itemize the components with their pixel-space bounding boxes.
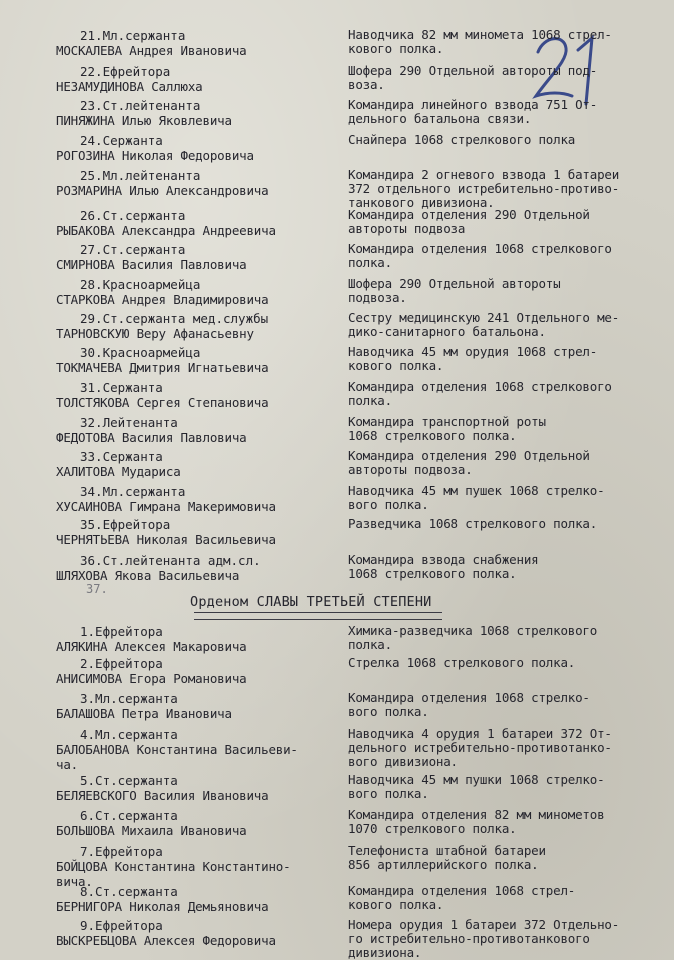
recipient-rank: 24.Сержанта: [80, 133, 163, 148]
recipient-block: [56, 773, 346, 803]
recipient-block: [56, 624, 346, 654]
recipient-rank: 23.Ст.лейтенанта: [80, 98, 201, 113]
recipient-name: ТОКМАЧЕВА Дмитрия Игнатьевича: [56, 360, 269, 375]
recipient-name: СТАРКОВА Андрея Владимировича: [56, 292, 269, 307]
recipient-rank: 25.Мл.лейтенанта: [80, 168, 201, 183]
recipient-rank: 26.Ст.сержанта: [80, 208, 186, 223]
recipient-block: [56, 64, 346, 94]
recipient-name: ТАРНОВСКУЮ Веру Афанасьевну: [56, 326, 254, 341]
recipient-name: БАЛАШОВА Петра Ивановича: [56, 706, 232, 721]
recipient-name: ШЛЯХОВА Якова Васильевича: [56, 568, 240, 583]
recipient-name: ХАЛИТОВА Мудариса: [56, 464, 181, 479]
recipient-name: НЕЗАМУДИНОВА Саллюха: [56, 79, 203, 94]
recipient-block: [56, 311, 346, 341]
recipient-position: Стрелка 1068 стрелкового полка.: [348, 655, 576, 670]
recipient-block: [56, 808, 346, 838]
recipient-position: Командира отделения 1068 стрелко- вого полка.: [348, 690, 590, 719]
entry-number-mark: 37.: [86, 582, 108, 596]
recipient-rank: 29.Ст.сержанта мед.службы: [80, 311, 269, 326]
recipient-name: ФЕДОТОВА Василия Павловича: [56, 430, 247, 445]
section-heading: Орденом СЛАВЫ ТРЕТЬЕЙ СТЕПЕНИ: [190, 594, 432, 610]
recipient-block: [56, 345, 346, 375]
recipient-block: [56, 380, 346, 410]
recipient-name: РЫБАКОВА Александра Андреевича: [56, 223, 276, 238]
recipient-block: [56, 208, 346, 238]
recipient-rank: 27.Ст.сержанта: [80, 242, 186, 257]
recipient-position: Командира отделения 290 Отдельной автороты подвоза: [348, 207, 590, 236]
recipient-block: [56, 277, 346, 307]
recipient-name: АНИСИМОВА Егора Романовича: [56, 671, 247, 686]
recipient-block: [56, 98, 346, 128]
recipient-position: Наводчика 4 орудия 1 батареи 372 От- дельного истребительно-противотанко- вого дивизиона.: [348, 726, 612, 769]
recipient-rank: 31.Сержанта: [80, 380, 163, 395]
recipient-block: [56, 884, 346, 914]
recipient-position: Разведчика 1068 стрелкового полка.: [348, 516, 598, 531]
recipient-position: Командира отделения 1068 стрел- кового полка.: [348, 883, 576, 912]
recipient-position: Командира отделения 290 Отдельной автороты подвоза.: [348, 448, 590, 477]
recipient-rank: 21.Мл.сержанта: [80, 28, 186, 43]
recipient-block: [56, 918, 346, 948]
recipient-rank: 30.Красноармейца: [80, 345, 201, 360]
recipient-name: АЛЯКИНА Алексея Макаровича: [56, 639, 247, 654]
recipient-rank: 8.Ст.сержанта: [80, 884, 178, 899]
recipient-position: Шофера 290 Отдельной автороты подвоза.: [348, 276, 561, 305]
recipient-position: Командира отделения 82 мм минометов 1070 стрелкового полка.: [348, 807, 605, 836]
recipient-block: [56, 242, 346, 272]
recipient-position: Командира линейного взвода 751 От- дельного батальона связи.: [348, 97, 598, 126]
recipient-block: [56, 656, 346, 686]
recipient-position: Номера орудия 1 батареи 372 Отдельно- го истребительно-противотанкового дивизиона.: [348, 917, 620, 960]
recipient-rank: 34.Мл.сержанта: [80, 484, 186, 499]
recipient-position: Командира транспортной роты 1068 стрелкового полка.: [348, 414, 546, 443]
recipient-rank: 6.Ст.сержанта: [80, 808, 178, 823]
recipient-rank: 22.Ефрейтора: [80, 64, 171, 79]
recipient-rank: 7.Ефрейтора: [80, 844, 163, 859]
recipient-rank: 2.Ефрейтора: [80, 656, 163, 671]
recipient-position: Наводчика 45 мм пушек 1068 стрелко- вого полка.: [348, 483, 605, 512]
recipient-rank: 5.Ст.сержанта: [80, 773, 178, 788]
recipient-name: ХУСАИНОВА Гимрана Макеримовича: [56, 499, 276, 514]
recipient-name: БОЛЬШОВА Михаила Ивановича: [56, 823, 247, 838]
recipient-position: Наводчика 45 мм орудия 1068 стрел- кового полка.: [348, 344, 598, 373]
recipient-rank: 32.Лейтенанта: [80, 415, 178, 430]
recipient-rank: 1.Ефрейтора: [80, 624, 163, 639]
recipient-block: [56, 553, 346, 583]
recipient-position: Шофера 290 Отдельной автороты под- воза.: [348, 63, 598, 92]
recipient-rank: 9.Ефрейтора: [80, 918, 163, 933]
recipient-name: РОГОЗИНА Николая Федоровича: [56, 148, 254, 163]
recipient-position: Телефониста штабной батареи 856 артиллерийского полка.: [348, 843, 546, 872]
recipient-rank: 4.Мл.сержанта: [80, 727, 178, 742]
recipient-block: [56, 449, 346, 479]
recipient-name: БЕЛЯЕВСКОГО Василия Ивановича: [56, 788, 269, 803]
recipient-rank: 28.Красноармейца: [80, 277, 201, 292]
recipient-name: МОСКАЛЕВА Андрея Ивановича: [56, 43, 247, 58]
recipient-name: РОЗМАРИНА Илью Александровича: [56, 183, 269, 198]
recipient-position: Командира отделения 1068 стрелкового полка.: [348, 241, 612, 270]
recipient-name: БОЙЦОВА Константина Константино- вича.: [56, 859, 291, 889]
recipient-name: ЧЕРНЯТЬЕВА Николая Васильевича: [56, 532, 276, 547]
recipient-rank: 3.Мл.сержанта: [80, 691, 178, 706]
heading-underline: [194, 612, 442, 620]
recipient-block: [56, 133, 346, 163]
recipient-rank: 33.Сержанта: [80, 449, 163, 464]
recipient-block: [56, 484, 346, 514]
recipient-position: Сестру медицинскую 241 Отдельного ме- дико-санитарного батальона.: [348, 310, 620, 339]
recipient-name: ТОЛСТЯКОВА Сергея Степановича: [56, 395, 269, 410]
recipient-name: ВЫСКРЕБЦОВА Алексея Федоровича: [56, 933, 276, 948]
recipient-name: БЕРНИГОРА Николая Демьяновича: [56, 899, 269, 914]
recipient-name: ПИНЯЖИНА Илью Яковлевича: [56, 113, 232, 128]
recipient-position: Наводчика 82 мм миномета 1068 стрел- кового полка.: [348, 27, 612, 56]
recipient-position: Снайпера 1068 стрелкового полка: [348, 132, 576, 147]
recipient-block: [56, 28, 346, 58]
recipient-position: Командира 2 огневого взвода 1 батареи 372 отдельного истребительно-противо- танкового дивизиона.: [348, 167, 620, 210]
recipient-rank: 35.Ефрейтора: [80, 517, 171, 532]
recipient-block: [56, 415, 346, 445]
recipient-rank: 36.Ст.лейтенанта адм.сл.: [80, 553, 261, 568]
recipient-block: [56, 168, 346, 198]
recipient-position: Наводчика 45 мм пушки 1068 стрелко- вого полка.: [348, 772, 605, 801]
recipient-block: [56, 691, 346, 721]
recipient-position: Командира отделения 1068 стрелкового полка.: [348, 379, 612, 408]
recipient-block: [56, 517, 346, 547]
recipient-block: [56, 727, 346, 772]
recipient-position: Химика-разведчика 1068 стрелкового полка.: [348, 623, 598, 652]
recipient-position: Командира взвода снабжения 1068 стрелкового полка.: [348, 552, 539, 581]
recipient-name: СМИРНОВА Василия Павловича: [56, 257, 247, 272]
recipient-block: [56, 844, 346, 889]
recipient-name: БАЛОБАНОВА Константина Васильеви- ча.: [56, 742, 298, 772]
